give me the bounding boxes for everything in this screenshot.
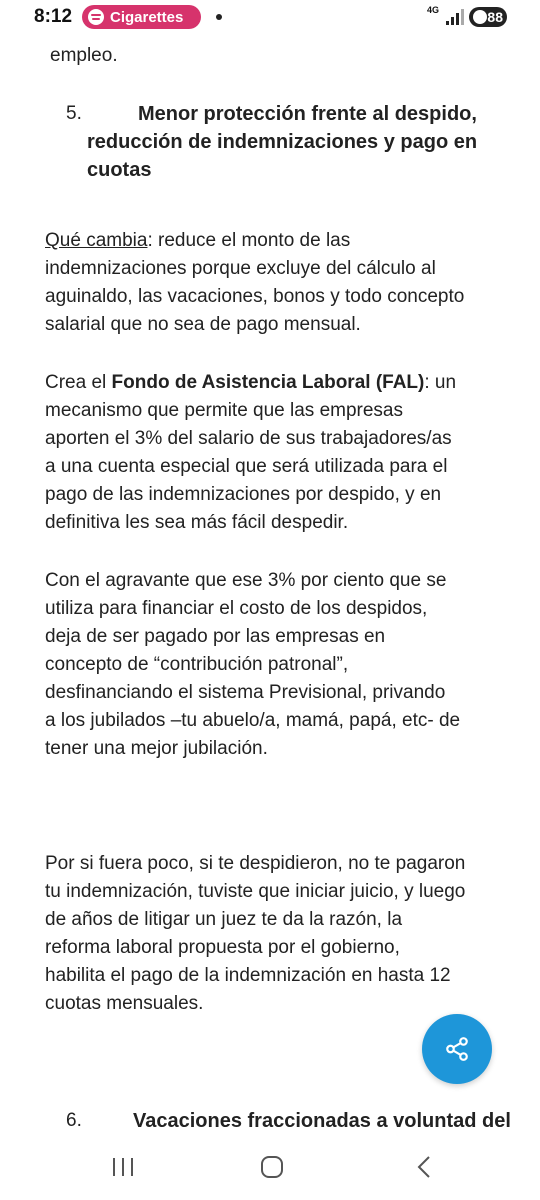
status-bar [0,0,540,34]
paragraph-tail: empleo. [50,45,118,66]
home-button[interactable] [252,1152,292,1182]
media-notification-pill[interactable] [82,5,201,29]
paragraph-agravante: Con el agravante que ese 3% por ciento que se utiliza para financiar el costo de los despidos, deja de ser pagado por las empresas en concepto de “contribución patronal”, desfinanciando el sistema Previsional, privando a los jubilados –tu abuelo/a, mamá, papá, etc- de tener una mejor jubilación. [45,570,461,759]
network-type: 4G [427,5,440,15]
recent-apps-button[interactable] [103,1152,143,1182]
spotify-icon [88,9,104,25]
navigation-bar [0,1134,540,1200]
section-5-number: 5. [66,103,82,124]
back-icon [414,1155,434,1179]
signal-icon [446,9,464,25]
paragraph-que-cambia: Qué cambia: reduce el monto de las indemnizaciones porque excluye del cálculo al aguinaldo, las vacaciones, bonos y todo concepto salarial que no sea de pago mensual. [45,230,465,335]
section-5-title-line1: Menor protección frente al despido, [138,103,477,125]
status-time: 8:12 [34,6,73,27]
section-6-number: 6. [66,1110,82,1131]
section-6-title: Vacaciones fraccionadas a voluntad del [133,1110,511,1132]
battery-indicator [469,7,507,27]
share-button[interactable] [422,1014,492,1084]
back-button[interactable] [404,1152,444,1182]
paragraph-por-si-fuera-poco: Por si fuera poco, si te despidieron, no te pagaron tu indemnización, tuviste que iniciar juicio, y luego de años de litigar un juez te da la razón, la reforma laboral propuesta por el gobierno, habilita el pago de la indemnización en hasta 12 cuotas mensuales. [45,853,466,1014]
battery-level: 88 [487,9,503,25]
media-track-label: Cigarettes [110,8,184,26]
home-icon [259,1155,285,1179]
share-icon [444,1036,470,1062]
recent-apps-icon [111,1156,135,1178]
que-cambia-label: Qué cambia [45,230,148,251]
notification-dot-icon [216,14,222,20]
paragraph-fal: Crea el Fondo de Asistencia Laboral (FAL): un mecanismo que permite que las empresas aporten el 3% del salario de sus trabajadores/as a una cuenta especial que será utilizada para el pago de las indemnizaciones por despido, y en definitiva les sea más fácil despedir. [45,372,457,533]
battery-saver-icon [473,10,487,24]
fal-bold-term: Fondo de Asistencia Laboral (FAL) [111,372,425,393]
section-5-title-line3: cuotas [87,159,152,181]
section-5-title-line2: reducción de indemnizaciones y pago en [87,131,478,153]
